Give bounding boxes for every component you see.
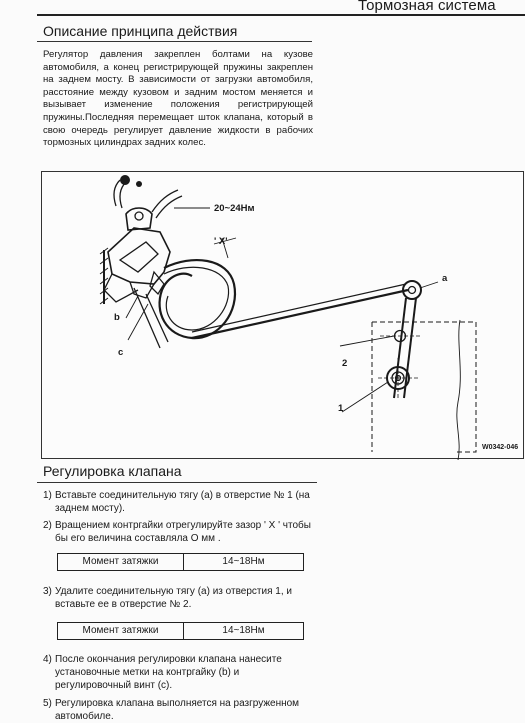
valve-diagram bbox=[41, 171, 524, 459]
torque-table-2 bbox=[57, 622, 304, 640]
torque-callout-label: 20~24Нм bbox=[214, 203, 255, 214]
step-number: 4) bbox=[43, 654, 52, 665]
step-text: Вращением контргайки отрегулируйте зазор ' X ' чтобы бы его величина составляла О мм . bbox=[55, 520, 311, 544]
step-5 bbox=[43, 697, 318, 723]
section-rule bbox=[37, 41, 312, 42]
section-rule bbox=[37, 482, 317, 483]
step-number: 1) bbox=[43, 490, 52, 501]
step-text: После окончания регулировки клапана нанесите установочные метки на контргайку (b) и регулировочный винт (c). bbox=[55, 654, 282, 691]
step-text: Удалите соединительную тягу (a) из отверстия 1, и вставьте ее в отверстие № 2. bbox=[55, 586, 292, 610]
header-rule bbox=[37, 14, 525, 16]
label-c: c bbox=[118, 347, 124, 358]
step-number: 3) bbox=[43, 586, 52, 597]
step-number: 5) bbox=[43, 698, 52, 709]
section-title-principle: Описание принципа действия bbox=[43, 23, 238, 39]
torque-table-value: 14~18Нм bbox=[222, 625, 265, 636]
label-a: a bbox=[442, 273, 448, 284]
torque-table-value: 14~18Нм bbox=[222, 556, 265, 567]
figure-code: W0342-046 bbox=[482, 444, 519, 451]
label-2: 2 bbox=[342, 358, 348, 369]
gap-x-label: ' X' bbox=[214, 236, 228, 247]
step-number: 2) bbox=[43, 520, 52, 531]
torque-table-label: Момент затяжки bbox=[58, 554, 184, 570]
page-header-title: Тормозная система bbox=[358, 0, 496, 14]
section-title-adjustment: Регулировка клапана bbox=[43, 463, 182, 479]
step-4 bbox=[43, 653, 318, 692]
step-3 bbox=[43, 585, 318, 611]
torque-table-1 bbox=[57, 553, 304, 571]
step-1 bbox=[43, 489, 318, 515]
principle-paragraph: Регулятор давления закреплен болтами на кузове автомобиля, а конец регистрирующей пружины закреплен на заднем мосту. В зависимости от загрузки автомобиля, расстояние между кузовом и задним мостом меняется и вызывает изменение положения регистрирующей пружины.Последняя перемещает шток клапана, который в свою очередь регулирует давление жидкости в рабочих тормозных цилиндрах задних колес. bbox=[43, 49, 313, 149]
label-b: b bbox=[114, 312, 120, 323]
step-text: Регулировка клапана выполняется на разгруженном автомобиле. bbox=[55, 698, 300, 722]
step-text: Вставьте соединительную тягу (a) в отверстие № 1 (на заднем мосту). bbox=[55, 490, 310, 514]
step-2 bbox=[43, 519, 318, 545]
label-1: 1 bbox=[338, 403, 344, 414]
torque-table-label: Момент затяжки bbox=[58, 623, 184, 639]
